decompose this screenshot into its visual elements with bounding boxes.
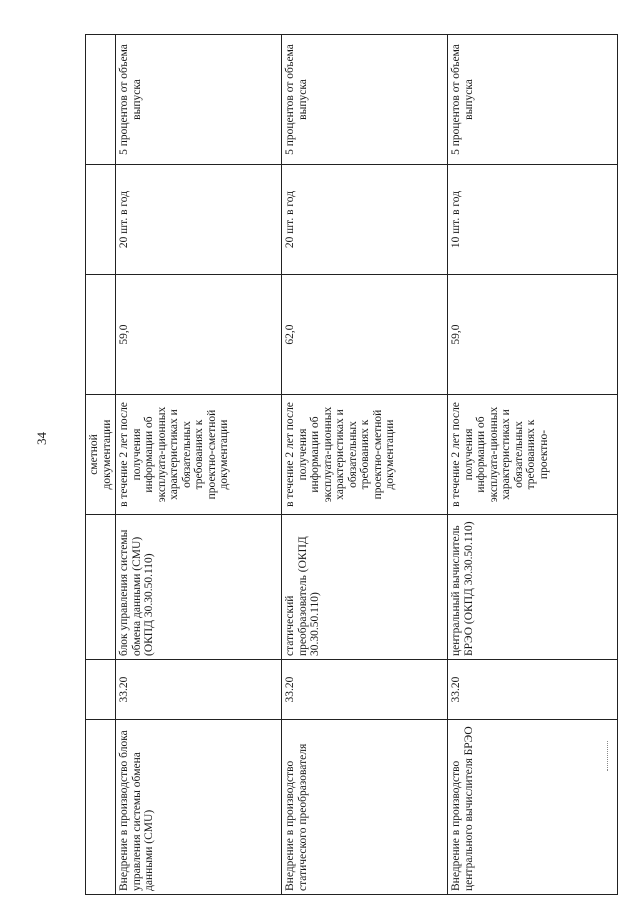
- cell-product: статический преобразователь (ОКПД 30.30.50.110): [282, 515, 448, 660]
- cell-volume: 20 шт. в год: [282, 165, 448, 275]
- table-row: [116, 35, 282, 895]
- cell-price: 62,0: [282, 275, 448, 395]
- cell-share: 5 процентов от объема выпуска: [116, 35, 282, 165]
- cell-term: в течение 2 лет после получения информации об эксплуата-ционных характеристиках и обязательных требованиях к проектно-: [448, 395, 618, 515]
- cell-product: центральный вычислитель БРЭО (ОКПД 30.30.50.110): [448, 515, 618, 660]
- cell-volume: [86, 165, 116, 275]
- rotated-table-container: [85, 35, 615, 895]
- cell-activity: Внедрение в производство статического преобразователя: [282, 720, 448, 895]
- cell-activity: Внедрение в производство блока управления системы обмена данными (СМU): [116, 720, 282, 895]
- cell-activity: [86, 720, 116, 895]
- cell-term: в течение 2 лет после получения информации об эксплуата-ционных характеристиках и обязательных требованиях к проектно-сметной документации: [116, 395, 282, 515]
- cell-code: 33.20: [282, 660, 448, 720]
- table-row-continued-header: [86, 35, 116, 895]
- cell-price: 59,0: [116, 275, 282, 395]
- cell-price: 59,0: [448, 275, 618, 395]
- cell-share: 5 процентов от объема выпуска: [448, 35, 618, 165]
- cell-code: 33.20: [116, 660, 282, 720]
- cell-code: [86, 660, 116, 720]
- cell-code: 33.20: [448, 660, 618, 720]
- data-table: [85, 34, 618, 895]
- cell-product: блок управления системы обмена данными (СМU) (ОКПД 30.30.50.110): [116, 515, 282, 660]
- table-row: [448, 35, 618, 895]
- cell-term: сметной документации: [86, 395, 116, 515]
- cell-volume: 10 шт. в год: [448, 165, 618, 275]
- cell-activity-text: Внедрение в производство центрального вычислителя БРЭО: [450, 726, 475, 891]
- dotted-mark: [607, 741, 608, 771]
- cell-product: [86, 515, 116, 660]
- cell-share: 5 процентов от объема выпуска: [282, 35, 448, 165]
- cell-term: в течение 2 лет после получения информации об эксплуата-ционных характеристиках и обязательных требованиях к проектно-сметной документации: [282, 395, 448, 515]
- page-number: 34: [34, 432, 49, 445]
- cell-activity: [448, 720, 618, 895]
- cell-volume: 20 шт. в год: [116, 165, 282, 275]
- cell-price: [86, 275, 116, 395]
- cell-share: [86, 35, 116, 165]
- table-row: [282, 35, 448, 895]
